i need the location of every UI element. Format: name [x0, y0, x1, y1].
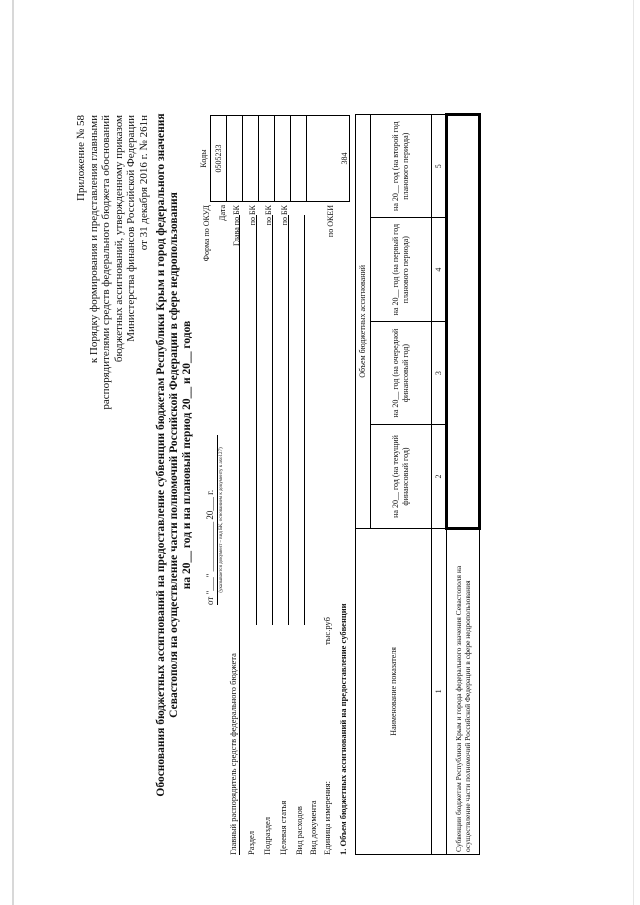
main-manager-underline	[239, 215, 240, 855]
date-label: Дата	[218, 205, 227, 221]
col-name-header: Наименование показателя	[356, 528, 432, 854]
date-line: от "___" ___________ 20___ г.	[205, 489, 215, 605]
bk-code-1	[259, 116, 275, 202]
header-line: от 31 декабря 2016 г. № 261н	[137, 115, 150, 251]
appendix-header	[75, 115, 150, 855]
header-line: Министерства финансов Российской Федерации	[125, 115, 137, 342]
allocations-table	[355, 113, 481, 855]
target-item-label: Целевая статья	[278, 800, 288, 855]
row-label: Субвенции бюджетам Республики Крым и города федерального значения Севастополя на осуществление части полномочий Российской Федерации в сфере недропользования	[447, 528, 480, 854]
codes-header: Коды	[199, 149, 208, 168]
header-line: к Порядку формирования и представления главными	[87, 115, 100, 364]
col-3-header: на 20__ год (на очередной финансовый год)	[371, 321, 432, 424]
title-line-3: на 20__ год и на плановый период 20__ и 20__ годов	[181, 320, 193, 590]
col-group-header: Объем бюджетных ассигнований	[356, 115, 371, 529]
col-num-4: 4	[432, 218, 447, 321]
row-values	[447, 115, 480, 529]
codes-table	[197, 115, 350, 202]
bk-label-2: по БК	[264, 205, 273, 226]
bk-label-3: по БК	[280, 205, 289, 226]
col-5-header: на 20__ год (на второй год планового периода)	[371, 115, 432, 218]
bk-label-1: по БК	[248, 205, 257, 226]
okei-code: 384	[307, 116, 350, 202]
col-2-header: на 20__ год (на текущий финансовый год)	[371, 425, 432, 528]
header-line: распорядителями средств федерального бюджета обоснований	[100, 115, 112, 410]
header-line: бюджетных ассигнований, утвержденному приказом	[112, 115, 125, 363]
expense-type-line	[304, 215, 305, 625]
bk-code-2	[275, 116, 291, 202]
col-num-3: 3	[432, 321, 447, 424]
unit-label: Единица измерения:	[322, 781, 332, 855]
okei-label: по ОКЕИ	[326, 205, 335, 238]
bk-code-3	[291, 116, 307, 202]
okud-code: 0505233	[211, 116, 227, 202]
rotated-form	[10, 15, 630, 895]
date-code	[227, 116, 243, 202]
section-title: 1. Объем бюджетных ассигнований на предоставление субвенции	[338, 603, 348, 855]
col-num-2: 2	[432, 425, 447, 528]
col-num-5: 5	[432, 115, 447, 218]
main-manager-label: Главный распорядитель средств федерального бюджета	[228, 653, 238, 855]
form-title	[155, 15, 194, 895]
title-line-2: Севастополя на осуществление части полномочий Российской Федерации в сфере недропользования	[168, 192, 180, 718]
document-note: (указывается документ – вид БК, основанием к документу к ахо127)	[217, 435, 224, 605]
glava-code	[243, 116, 259, 202]
subsection-label: Подраздел	[262, 816, 272, 855]
doc-type-label: Вид документа	[308, 800, 318, 855]
page-edge-right	[633, 0, 634, 905]
unit-value: тыс.руб	[322, 617, 332, 645]
section-label: Раздел	[246, 830, 256, 855]
expense-type-label: Вид расходов	[294, 806, 304, 855]
col-num-1: 1	[432, 528, 447, 854]
title-line-1: Обоснования бюджетных ассигнований на предоставление субвенции бюджетам Республики Крым и город федерального значения	[155, 113, 167, 797]
col-4-header: на 20__ год (на первый год планового периода)	[371, 218, 432, 321]
okud-label: Форма по ОКУД	[202, 205, 211, 262]
header-line: Приложение № 58	[75, 115, 87, 202]
glava-label: Глава по БК	[232, 205, 241, 246]
